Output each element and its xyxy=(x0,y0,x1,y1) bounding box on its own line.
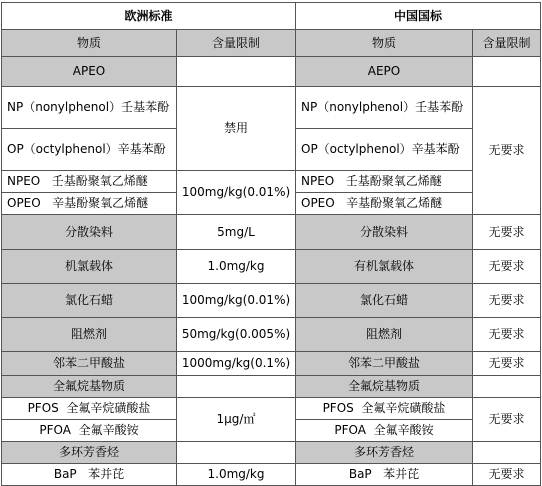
substance-name: 苯并芘 xyxy=(383,467,420,481)
table-row-apeo xyxy=(2,57,541,87)
table-row-flame-retardant xyxy=(2,318,541,352)
eu-limit-cell-pf: 1μg/㎡ xyxy=(177,398,296,442)
eu-limit-header: 含量限制 xyxy=(177,30,296,57)
substance-code: BaP xyxy=(53,467,77,481)
cn-limit-cell: 无要求 xyxy=(473,318,541,352)
eu-limit-cell: 1000mg/kg(0.1%) xyxy=(177,352,296,376)
cn-limit-header: 含量限制 xyxy=(473,30,541,57)
cn-substance-header: 物质 xyxy=(296,30,473,57)
eu-substance-cell xyxy=(2,193,177,215)
cn-substance-cell: OP（octylphenol）辛基苯酚 xyxy=(296,129,473,171)
eu-substance-cell: 分散染料 xyxy=(2,215,177,250)
cn-substance-cell xyxy=(296,398,473,420)
cn-limit-cell-pf: 无要求 xyxy=(473,398,541,442)
cn-standard-header: 中国国标 xyxy=(296,3,541,30)
cn-substance-cell: NP（nonylphenol）壬基苯酚 xyxy=(296,87,473,129)
cn-substance-cell xyxy=(296,464,473,486)
column-header-row xyxy=(2,30,541,57)
table-row-paraffin xyxy=(2,284,541,318)
table-row-chlorine-carrier xyxy=(2,250,541,284)
eu-limit-cell-eo: 100mg/kg(0.01%) xyxy=(177,171,296,215)
cn-substance-cell: 有机氯载体 xyxy=(296,250,473,284)
table-row-pfc xyxy=(2,376,541,398)
cn-substance-cell: 阻燃剂 xyxy=(296,318,473,352)
eu-limit-cell: 50mg/kg(0.005%) xyxy=(177,318,296,352)
region-header-row xyxy=(2,3,541,30)
cn-substance-cell xyxy=(296,171,473,193)
eu-substance-header: 物质 xyxy=(2,30,177,57)
substance-code: PFOS xyxy=(322,401,354,415)
substance-name: 全氟辛酸铵 xyxy=(78,423,139,437)
eu-limit-cell xyxy=(177,442,296,464)
eu-substance-cell xyxy=(2,171,177,193)
eu-substance-cell xyxy=(2,398,177,420)
substance-code: OPEO xyxy=(7,196,41,210)
table-row-disperse xyxy=(2,215,541,250)
table-row-npeo xyxy=(2,171,541,193)
eu-substance-cell: 邻苯二甲酸盐 xyxy=(2,352,177,376)
cn-substance-cell: 多环芳香烃 xyxy=(296,442,473,464)
eu-limit-cell: 1.0mg/kg xyxy=(177,464,296,486)
eu-substance-cell: 多环芳香烃 xyxy=(2,442,177,464)
cn-substance-cell: AEPO xyxy=(296,57,473,87)
cn-substance-cell xyxy=(296,193,473,215)
substance-name: 全氟辛酸铵 xyxy=(373,423,434,437)
standards-comparison-table xyxy=(1,2,541,486)
cn-limit-cell-apeo-group: 无要求 xyxy=(473,87,541,215)
substance-code: BaP xyxy=(348,467,372,481)
eu-substance-cell: 全氟烷基物质 xyxy=(2,376,177,398)
substance-code: NPEO xyxy=(301,174,335,188)
substance-name: 辛基酚聚氧乙烯醚 xyxy=(52,196,149,210)
table-row-bap xyxy=(2,464,541,486)
eu-substance-cell: 氯化石蜡 xyxy=(2,284,177,318)
substance-code: PFOA xyxy=(334,423,366,437)
eu-substance-cell: NP（nonylphenol）壬基苯酚 xyxy=(2,87,177,129)
eu-limit-cell: 100mg/kg(0.01%) xyxy=(177,284,296,318)
eu-limit-cell xyxy=(177,57,296,87)
eu-standard-header: 欧洲标准 xyxy=(2,3,296,30)
cn-substance-cell: 邻苯二甲酸盐 xyxy=(296,352,473,376)
cn-limit-cell xyxy=(473,57,541,87)
eu-substance-cell xyxy=(2,420,177,442)
table-row-pfos xyxy=(2,398,541,420)
substance-code: NPEO xyxy=(7,174,41,188)
cn-limit-cell: 无要求 xyxy=(473,352,541,376)
eu-limit-cell: 1.0mg/kg xyxy=(177,250,296,284)
cn-limit-cell: 无要求 xyxy=(473,250,541,284)
substance-code: PFOA xyxy=(39,423,71,437)
substance-name: 全氟辛烷磺酸盐 xyxy=(361,401,446,415)
eu-substance-cell: 阻燃剂 xyxy=(2,318,177,352)
cn-limit-cell: 无要求 xyxy=(473,215,541,250)
eu-limit-cell xyxy=(177,376,296,398)
eu-substance-cell: OP（octylphenol）辛基苯酚 xyxy=(2,129,177,171)
substance-name: 辛基酚聚氧乙烯醚 xyxy=(346,196,443,210)
cn-limit-cell: 无要求 xyxy=(473,464,541,486)
substance-name: 壬基酚聚氧乙烯醚 xyxy=(51,174,148,188)
cn-limit-cell xyxy=(473,442,541,464)
cn-limit-cell: 无要求 xyxy=(473,284,541,318)
substance-code: PFOS xyxy=(27,401,59,415)
eu-limit-cell-np-op: 禁用 xyxy=(177,87,296,171)
table-row-np xyxy=(2,87,541,129)
cn-limit-cell xyxy=(473,376,541,398)
substance-name: 全氟辛烷磺酸盐 xyxy=(66,401,151,415)
substance-code: OPEO xyxy=(301,196,335,210)
cn-substance-cell: 氯化石蜡 xyxy=(296,284,473,318)
eu-substance-cell xyxy=(2,464,177,486)
cn-substance-cell: 分散染料 xyxy=(296,215,473,250)
table-row-phthalate xyxy=(2,352,541,376)
substance-name: 苯并芘 xyxy=(88,467,125,481)
eu-substance-cell: 机氯载体 xyxy=(2,250,177,284)
substance-name: 壬基酚聚氧乙烯醚 xyxy=(345,174,442,188)
table-row-pah xyxy=(2,442,541,464)
eu-substance-cell: APEO xyxy=(2,57,177,87)
cn-substance-cell xyxy=(296,420,473,442)
eu-limit-cell: 5mg/L xyxy=(177,215,296,250)
cn-substance-cell: 全氟烷基物质 xyxy=(296,376,473,398)
